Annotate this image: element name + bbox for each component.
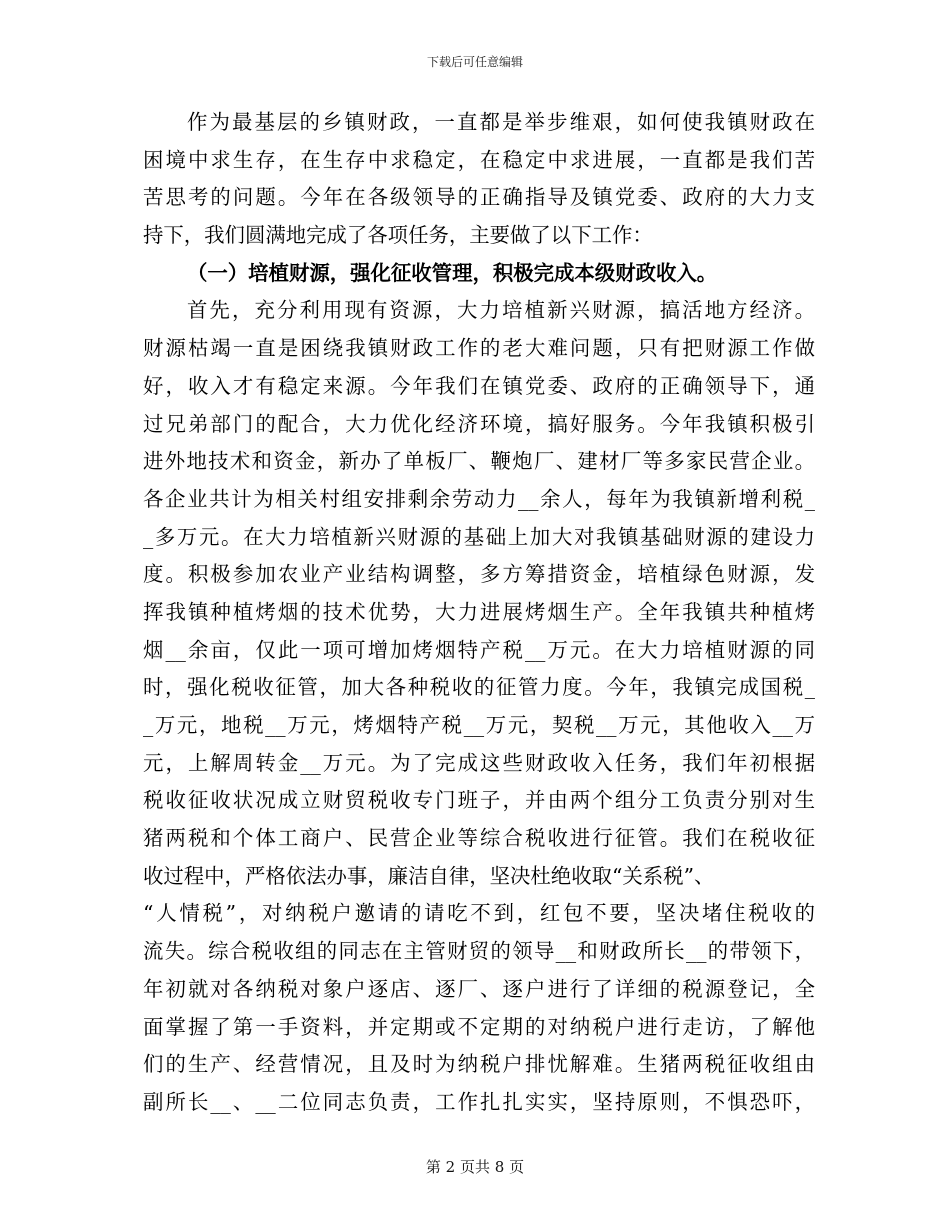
- paragraph-line: 们的生产、经营情况，且及时为纳税户排忧解难。生猪两税征收组由: [143, 1052, 815, 1077]
- document-body: [143, 104, 815, 1122]
- paragraph-line: 各企业共计为相关村组安排剩余劳动力__余人，每年为我镇新增利税_: [143, 486, 815, 511]
- paragraph-line: 度。积极参加农业产业结构调整，多方筹措资金，培植绿色财源，发: [143, 562, 815, 587]
- paragraph-line: 过兄弟部门的配合，大力优化经济环境，搞好服务。今年我镇积极引: [143, 411, 815, 436]
- paragraph-line: 猪两税和个体工商户、民营企业等综合税收进行征管。我们在税收征: [143, 826, 815, 851]
- paragraph-line: 流失。综合税收组的同志在主管财贸的领导__和财政所长__的带领下，: [143, 939, 815, 964]
- paragraph-line: 进外地技术和资金，新办了单板厂、鞭炮厂、建材厂等多家民营企业。: [143, 449, 815, 474]
- paragraph-line: 好，收入才有稳定来源。今年我们在镇党委、政府的正确领导下，通: [143, 373, 815, 398]
- paragraph-line: 副所长__、__二位同志负责，工作扎扎实实，坚持原则，不惧恐吓，: [143, 1089, 815, 1114]
- paragraph-line: 作为最基层的乡镇财政，一直都是举步维艰，如何使我镇财政在: [187, 110, 815, 134]
- paragraph-line: “人情税”，对纳税户邀请的请吃不到，红包不要，坚决堵住税收的: [143, 901, 815, 926]
- paragraph-line: _多万元。在大力培植新兴财源的基础上加大对我镇基础财源的建设力: [143, 524, 815, 549]
- paragraph-line: 烟__余亩，仅此一项可增加烤烟特产税__万元。在大力培植财源的同: [143, 637, 815, 662]
- paragraph-line: 元，上解周转金__万元。为了完成这些财政收入任务，我们年初根据: [143, 750, 815, 775]
- paragraph-line: 挥我镇种植烤烟的技术优势，大力进展烤烟生产。全年我镇共种植烤: [143, 599, 815, 624]
- paragraph-line: 首先，充分利用现有资源，大力培植新兴财源，搞活地方经济。: [187, 298, 815, 323]
- page-number: 第 2 页共 8 页: [425, 1158, 525, 1176]
- paragraph-line: 面掌握了第一手资料，并定期或不定期的对纳税户进行走访，了解他: [143, 1014, 815, 1039]
- paragraph-line: 困境中求生存，在生存中求稳定，在稳定中求进展，一直都是我们苦: [143, 147, 815, 172]
- section-heading: （一）培植财源，强化征收管理，积极完成本级财政收入。: [187, 260, 718, 285]
- paragraph-line: 年初就对各纳税对象户逐店、逐厂、逐户进行了详细的税源登记，全: [143, 976, 815, 1001]
- paragraph-line: 时，强化税收征管，加大各种税收的征管力度。今年，我镇完成国税_: [143, 675, 815, 700]
- paragraph-line: 苦思考的问题。今年在各级领导的正确指导及镇党委、政府的大力支: [143, 185, 815, 210]
- paragraph-line: 财源枯竭一直是困绕我镇财政工作的老大难问题，只有把财源工作做: [143, 336, 815, 361]
- paragraph-line: 收过程中，严格依法办事，廉洁自律，坚决杜绝收取“关系税”、: [143, 863, 715, 888]
- paragraph-line: 税收征收状况成立财贸税收专门班子，并由两个组分工负责分别对生: [143, 788, 815, 813]
- page-header-note: 下载后可任意编辑: [426, 55, 523, 69]
- paragraph-line: _万元，地税__万元，烤烟特产税__万元，契税__万元，其他收入__万: [143, 713, 815, 737]
- paragraph-line: 持下，我们圆满地完成了各项任务，主要做了以下工作：: [143, 223, 653, 248]
